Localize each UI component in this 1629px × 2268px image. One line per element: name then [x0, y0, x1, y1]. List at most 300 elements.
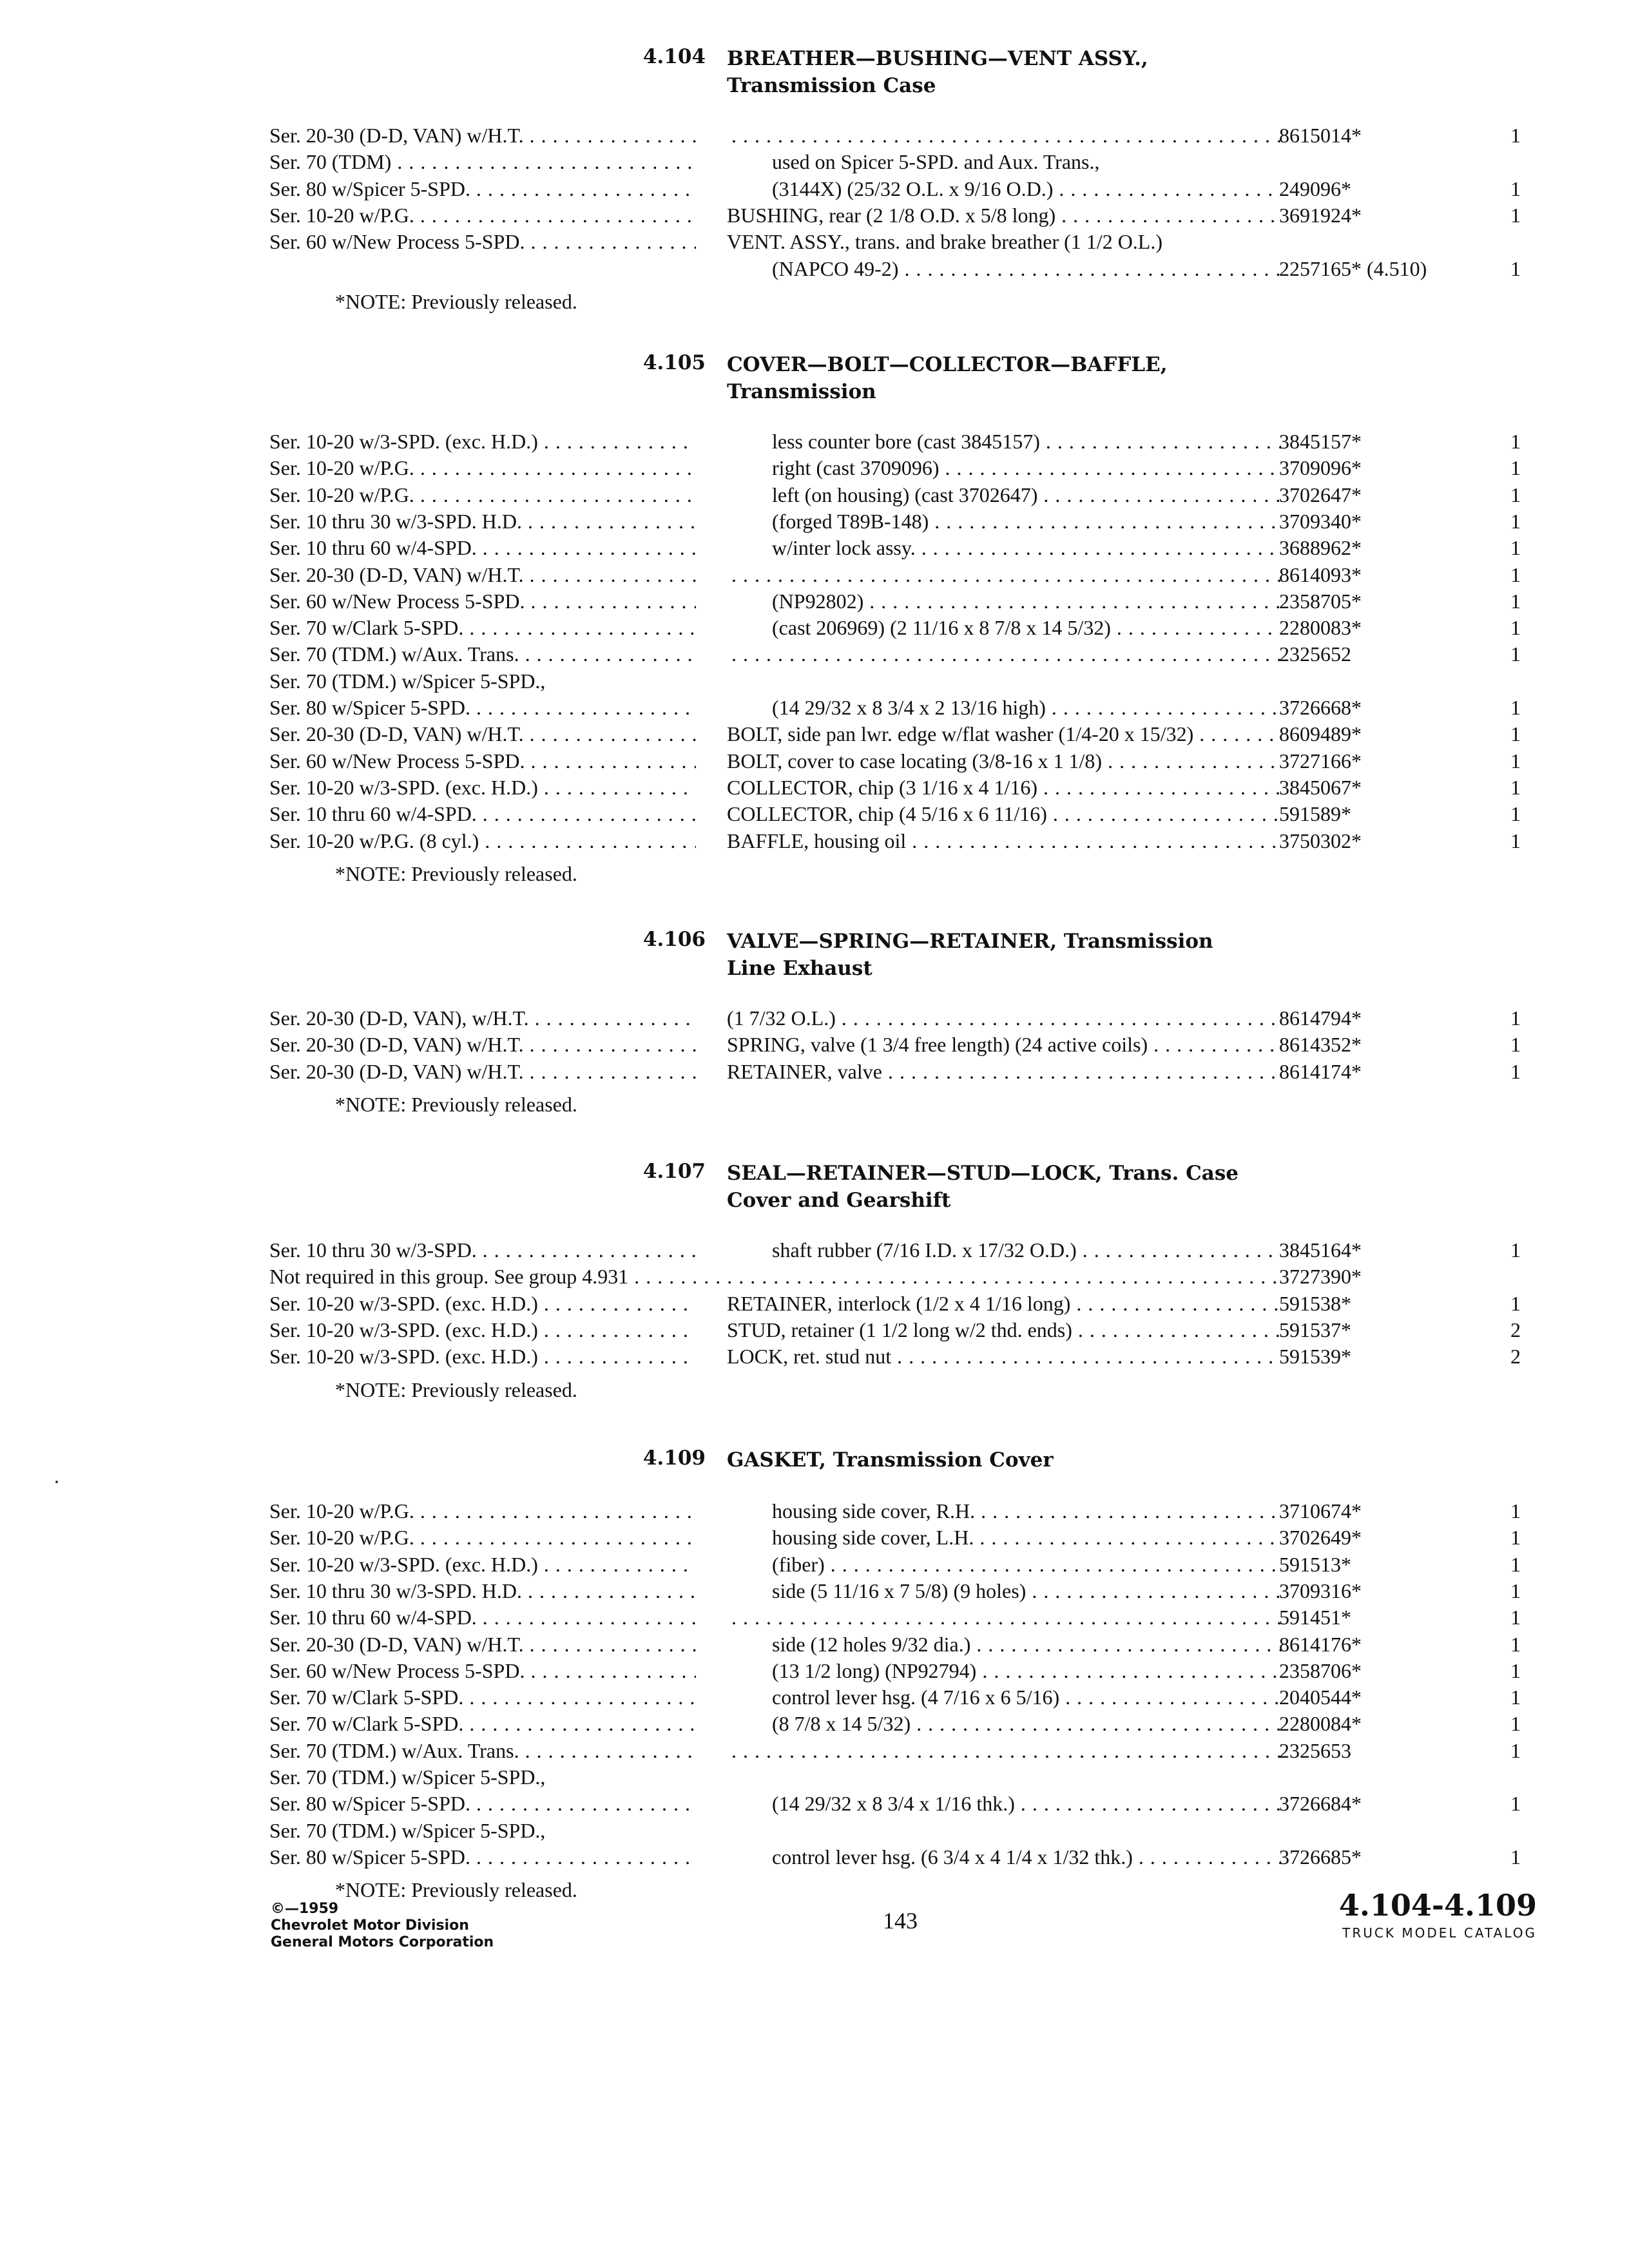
description-text: STUD, retainer (1 1/2 long w/2 thd. ends) — [727, 1318, 1072, 1341]
description-text: (8 7/8 x 14 5/32) — [772, 1712, 911, 1736]
application-cell — [269, 482, 696, 508]
quantity: 1 — [1510, 749, 1521, 773]
application-cell — [269, 721, 696, 747]
description-text: LOCK, ret. stud nut — [727, 1345, 892, 1369]
description-text: BOLT, side pan lwr. edge w/flat washer (1/4-20 x 15/32) — [727, 722, 1194, 746]
application-text: Ser. 10 thru 30 w/3-SPD. H.D. — [269, 509, 523, 533]
quantity: 1 — [1510, 456, 1521, 480]
description-text: (3144X) (25/32 O.L. x 9/16 O.D.) — [772, 177, 1054, 200]
application-text: Ser. 20-30 (D-D, VAN) w/H.T. — [269, 1059, 524, 1083]
quantity: 1 — [1510, 722, 1521, 746]
description-text: used on Spicer 5-SPD. and Aux. Trans., — [772, 150, 1100, 174]
application-text: Ser. 60 w/New Process 5-SPD. — [269, 589, 525, 613]
description-text: control lever hsg. (6 3/4 x 4 1/4 x 1/32 thk.) — [772, 1845, 1133, 1869]
part-row — [0, 1524, 1629, 1551]
description-text: w/inter lock assy. — [772, 536, 916, 560]
application-cell — [269, 1524, 696, 1551]
quantity: 2 — [1510, 1318, 1521, 1341]
application-text: Ser. 10-20 w/P.G. — [269, 456, 414, 480]
part-row — [0, 695, 1629, 721]
description-cell — [772, 256, 1281, 282]
group-title-line: Line Exhaust — [727, 957, 872, 980]
description-cell — [727, 1032, 1281, 1058]
part-row — [0, 1711, 1629, 1737]
scan-speck — [55, 1481, 58, 1483]
previously-released-note: *NOTE: Previously released. — [335, 861, 577, 885]
application-cell — [269, 1738, 696, 1764]
part-number: 591589* — [1279, 802, 1351, 826]
part-row — [0, 588, 1629, 615]
corporation: General Motors Corporation — [271, 1934, 494, 1950]
description-cell — [727, 202, 1281, 229]
description-text: (14 29/32 x 8 3/4 x 2 13/16 high) — [772, 696, 1046, 719]
application-text: Ser. 10-20 w/3-SPD. (exc. H.D.) — [269, 1345, 538, 1369]
quantity: 1 — [1510, 124, 1521, 147]
part-row — [0, 641, 1629, 668]
description-cell — [772, 1631, 1281, 1658]
quantity: 1 — [1510, 1238, 1521, 1262]
application-text: Ser. 80 w/Spicer 5-SPD. — [269, 1845, 470, 1869]
part-row — [0, 801, 1629, 827]
part-row — [0, 615, 1629, 641]
application-cell — [269, 535, 696, 561]
description-text: side (12 holes 9/32 dia.) — [772, 1632, 971, 1656]
part-number: 3726684* — [1279, 1792, 1362, 1816]
part-row — [0, 1684, 1629, 1711]
description-cell — [772, 149, 1281, 175]
description-cell — [772, 482, 1281, 508]
application-cell — [269, 229, 696, 255]
quantity: 1 — [1510, 483, 1521, 506]
part-number: 249096* — [1279, 177, 1351, 200]
description-cell — [772, 1552, 1281, 1578]
description-text: left (on housing) (cast 3702647) — [772, 483, 1038, 506]
part-row — [0, 428, 1629, 455]
application-text: Ser. 70 w/Clark 5-SPD. — [269, 1712, 464, 1736]
part-number: 3727390* — [1279, 1265, 1362, 1289]
section-header — [0, 1446, 1629, 1504]
quantity: 1 — [1510, 802, 1521, 826]
quantity: 1 — [1510, 1658, 1521, 1682]
description-text: (NP92802) — [772, 589, 864, 613]
division: Chevrolet Motor Division — [271, 1917, 469, 1934]
application-text: Ser. 10-20 w/3-SPD. (exc. H.D.) — [269, 1291, 538, 1315]
application-cell — [269, 1237, 696, 1264]
part-number: 3709316* — [1279, 1579, 1362, 1602]
part-number: 3709340* — [1279, 509, 1362, 533]
description-cell — [772, 588, 1281, 615]
part-number: 8609489* — [1279, 722, 1362, 746]
part-row — [0, 668, 1629, 695]
description-cell — [772, 428, 1281, 455]
application-cell — [269, 641, 696, 668]
description-cell — [727, 774, 1281, 801]
group-title — [727, 1160, 1371, 1214]
description-cell — [772, 455, 1281, 481]
group-title — [727, 1446, 1371, 1474]
part-row — [0, 508, 1629, 535]
part-row — [0, 1604, 1629, 1631]
application-cell — [269, 122, 696, 149]
quantity: 1 — [1510, 536, 1521, 560]
application-text: Ser. 10-20 w/P.G. — [269, 483, 414, 506]
description-text: (NAPCO 49-2) — [772, 256, 899, 280]
group-title-line: BREATHER—BUSHING—VENT ASSY., — [727, 47, 1148, 70]
description-text: BUSHING, rear (2 1/8 O.D. x 5/8 long) — [727, 203, 1056, 227]
quantity: 1 — [1510, 1291, 1521, 1315]
description-cell — [772, 1578, 1281, 1604]
part-row — [0, 482, 1629, 508]
application-text: Ser. 70 (TDM) — [269, 150, 392, 174]
quantity: 1 — [1510, 509, 1521, 533]
application-text: Ser. 20-30 (D-D, VAN), w/H.T. — [269, 1006, 529, 1030]
description-text: (14 29/32 x 8 3/4 x 1/16 thk.) — [772, 1792, 1015, 1816]
description-text: (forged T89B-148) — [772, 509, 929, 533]
application-text: Ser. 10-20 w/P.G. (8 cyl.) — [269, 829, 479, 852]
section-header — [0, 351, 1629, 409]
part-number: 3710674* — [1279, 1499, 1362, 1523]
description-text: less counter bore (cast 3845157) — [772, 430, 1040, 453]
part-row — [0, 828, 1629, 854]
application-text: Ser. 70 (TDM.) w/Aux. Trans. — [269, 1738, 519, 1762]
application-cell — [269, 695, 696, 721]
description-text: RETAINER, interlock (1/2 x 4 1/16 long) — [727, 1291, 1071, 1315]
description-cell — [731, 1738, 1286, 1764]
application-cell — [269, 1498, 696, 1524]
application-cell — [269, 774, 696, 801]
part-row — [0, 774, 1629, 801]
part-number: 8614174* — [1279, 1059, 1362, 1083]
group-title-line: COVER—BOLT—COLLECTOR—BAFFLE, — [727, 353, 1168, 376]
part-row — [0, 1631, 1629, 1658]
application-text: Ser. 10-20 w/P.G. — [269, 1526, 414, 1550]
description-cell — [772, 176, 1281, 202]
description-text: right (cast 3709096) — [772, 456, 940, 480]
part-number: 8615014* — [1279, 124, 1362, 147]
quantity: 1 — [1510, 696, 1521, 719]
quantity: 1 — [1510, 1686, 1521, 1709]
description-cell — [731, 641, 1286, 668]
previously-released-note: *NOTE: Previously released. — [335, 1092, 577, 1116]
part-number: 591538* — [1279, 1291, 1351, 1315]
part-number: 2280084* — [1279, 1712, 1362, 1736]
application-text: Ser. 20-30 (D-D, VAN) w/H.T. — [269, 124, 524, 147]
quantity: 1 — [1510, 1033, 1521, 1057]
part-number: 3845067* — [1279, 775, 1362, 799]
application-text: Ser. 60 w/New Process 5-SPD. — [269, 749, 525, 773]
description-cell — [772, 1658, 1281, 1684]
part-row — [0, 1578, 1629, 1604]
description-cell — [772, 508, 1281, 535]
part-number: 3845164* — [1279, 1238, 1362, 1262]
part-row — [0, 1291, 1629, 1317]
application-cell — [269, 668, 696, 695]
part-number: 2280083* — [1279, 616, 1362, 640]
description-cell — [772, 1684, 1281, 1711]
group-title-line: SEAL—RETAINER—STUD—LOCK, Trans. Case — [727, 1162, 1239, 1185]
application-text: Ser. 70 (TDM.) w/Spicer 5-SPD., — [269, 1818, 546, 1842]
part-row — [0, 1317, 1629, 1343]
quantity: 1 — [1510, 430, 1521, 453]
quantity: 1 — [1510, 829, 1521, 852]
application-text: Ser. 70 (TDM.) w/Spicer 5-SPD., — [269, 669, 546, 693]
application-cell — [269, 748, 696, 774]
description-text: side (5 11/16 x 7 5/8) (9 holes) — [772, 1579, 1027, 1602]
description-cell — [772, 1237, 1281, 1264]
application-cell — [269, 1264, 1278, 1290]
quantity: 1 — [1510, 1712, 1521, 1736]
part-row — [0, 721, 1629, 747]
part-row — [0, 1237, 1629, 1264]
group-title — [727, 928, 1371, 982]
part-number: 3750302* — [1279, 829, 1362, 852]
description-text: (cast 206969) (2 11/16 x 8 7/8 x 14 5/32) — [772, 616, 1111, 640]
application-text: Ser. 80 w/Spicer 5-SPD. — [269, 1792, 470, 1816]
description-cell — [731, 122, 1286, 149]
application-cell — [269, 1764, 696, 1791]
part-number: 3688962* — [1279, 536, 1362, 560]
application-text: Ser. 80 w/Spicer 5-SPD. — [269, 696, 470, 719]
description-cell — [772, 535, 1281, 561]
description-cell — [772, 1498, 1281, 1524]
group-title-line: Transmission Case — [727, 74, 936, 97]
application-text: Ser. 10-20 w/P.G. — [269, 203, 414, 227]
part-number: 591513* — [1279, 1552, 1351, 1576]
quantity: 1 — [1510, 562, 1521, 586]
part-number: 2325652 — [1279, 642, 1351, 666]
group-title-line: GASKET, Transmission Cover — [727, 1448, 1054, 1472]
application-cell — [269, 1818, 696, 1844]
application-cell — [269, 455, 696, 481]
description-cell — [731, 1604, 1286, 1631]
application-cell — [269, 801, 696, 827]
description-cell — [731, 562, 1286, 588]
application-text: Ser. 10-20 w/P.G. — [269, 1499, 414, 1523]
part-number: 8614794* — [1279, 1006, 1362, 1030]
group-number: 4.106 — [642, 928, 706, 951]
part-number: 2040544* — [1279, 1686, 1362, 1709]
quantity: 1 — [1510, 1845, 1521, 1869]
description-cell — [727, 1343, 1281, 1370]
description-cell — [727, 721, 1281, 747]
quantity: 1 — [1510, 616, 1521, 640]
previously-released-note: *NOTE: Previously released. — [335, 289, 577, 313]
application-cell — [269, 1291, 696, 1317]
application-cell — [269, 1711, 696, 1737]
part-number: 3726685* — [1279, 1845, 1362, 1869]
description-text: COLLECTOR, chip (3 1/16 x 4 1/16) — [727, 775, 1038, 799]
part-row — [0, 1791, 1629, 1817]
publisher-block — [271, 1901, 494, 1951]
quantity: 1 — [1510, 1632, 1521, 1656]
description-text: control lever hsg. (4 7/16 x 6 5/16) — [772, 1686, 1060, 1709]
part-row — [0, 1658, 1629, 1684]
description-cell — [772, 695, 1281, 721]
application-cell — [269, 176, 696, 202]
application-text: Not required in this group. See group 4.931 — [269, 1265, 629, 1289]
part-row — [0, 1844, 1629, 1870]
application-text: Ser. 10 thru 30 w/3-SPD. H.D. — [269, 1579, 523, 1602]
description-text: shaft rubber (7/16 I.D. x 17/32 O.D.) — [772, 1238, 1077, 1262]
previously-released-note: *NOTE: Previously released. — [335, 1878, 577, 1902]
application-text: Ser. 20-30 (D-D, VAN) w/H.T. — [269, 1632, 524, 1656]
application-cell — [269, 588, 696, 615]
page-range-block — [1339, 1888, 1537, 1941]
description-cell — [727, 748, 1281, 774]
quantity: 1 — [1510, 1579, 1521, 1602]
description-text: housing side cover, R.H. — [772, 1499, 976, 1523]
section-header — [0, 1160, 1629, 1218]
description-cell — [727, 1059, 1281, 1085]
part-number: 8614352* — [1279, 1033, 1362, 1057]
quantity: 1 — [1510, 1499, 1521, 1523]
quantity: 1 — [1510, 177, 1521, 200]
application-cell — [269, 1059, 696, 1085]
application-text: Ser. 20-30 (D-D, VAN) w/H.T. — [269, 722, 524, 746]
part-number: 8614176* — [1279, 1632, 1362, 1656]
application-text: Ser. 70 (TDM.) w/Aux. Trans. — [269, 642, 519, 666]
part-row — [0, 256, 1629, 282]
application-cell — [269, 1631, 696, 1658]
quantity: 1 — [1510, 1059, 1521, 1083]
part-row — [0, 176, 1629, 202]
group-title-line: Cover and Gearshift — [727, 1189, 951, 1212]
description-cell — [772, 1524, 1281, 1551]
application-cell — [269, 615, 696, 641]
part-row — [0, 535, 1629, 561]
quantity: 1 — [1510, 1606, 1521, 1629]
description-cell — [772, 615, 1281, 641]
part-row — [0, 1005, 1629, 1032]
part-number: 3709096* — [1279, 456, 1362, 480]
application-text: Ser. 10 thru 60 w/4-SPD. — [269, 536, 477, 560]
application-cell — [269, 428, 696, 455]
application-cell — [269, 1552, 696, 1578]
application-text: Ser. 80 w/Spicer 5-SPD. — [269, 177, 470, 200]
quantity: 1 — [1510, 1552, 1521, 1576]
catalog-name: TRUCK MODEL CATALOG — [1342, 1925, 1537, 1941]
quantity: 1 — [1510, 775, 1521, 799]
application-cell — [269, 1343, 696, 1370]
application-cell — [269, 1032, 696, 1058]
application-text: Ser. 10-20 w/3-SPD. (exc. H.D.) — [269, 1552, 538, 1576]
application-cell — [269, 1658, 696, 1684]
part-number: 3702647* — [1279, 483, 1362, 506]
application-text: Ser. 10-20 w/3-SPD. (exc. H.D.) — [269, 430, 538, 453]
description-text: VENT. ASSY., trans. and brake breather (1 1/2 O.L.) — [727, 230, 1162, 254]
application-cell — [269, 562, 696, 588]
group-range: 4.104-4.109 — [1338, 1888, 1537, 1923]
description-cell — [727, 1005, 1281, 1032]
application-text: Ser. 10 thru 30 w/3-SPD. — [269, 1238, 477, 1262]
application-text: Ser. 20-30 (D-D, VAN) w/H.T. — [269, 562, 524, 586]
application-cell — [269, 1005, 696, 1032]
part-row — [0, 748, 1629, 774]
description-cell — [727, 801, 1281, 827]
description-cell — [727, 1291, 1281, 1317]
part-number: 3727166* — [1279, 749, 1362, 773]
part-number: 591451* — [1279, 1606, 1351, 1629]
part-row — [0, 1059, 1629, 1085]
part-row — [0, 1264, 1629, 1290]
description-text: (1 7/32 O.L.) — [727, 1006, 836, 1030]
part-row — [0, 122, 1629, 149]
description-cell — [727, 1317, 1281, 1343]
part-row — [0, 149, 1629, 175]
part-number: 3845157* — [1279, 430, 1362, 453]
part-row — [0, 1764, 1629, 1791]
part-row — [0, 229, 1629, 255]
application-text: Ser. 70 (TDM.) w/Spicer 5-SPD., — [269, 1765, 546, 1789]
application-text: Ser. 10 thru 60 w/4-SPD. — [269, 1606, 477, 1629]
group-number: 4.109 — [642, 1446, 706, 1470]
part-row — [0, 455, 1629, 481]
application-text: Ser. 70 w/Clark 5-SPD. — [269, 1686, 464, 1709]
part-row — [0, 1032, 1629, 1058]
application-cell — [269, 1844, 696, 1870]
quantity: 1 — [1510, 1738, 1521, 1762]
description-text: (fiber) — [772, 1552, 825, 1576]
part-number: 2257165* (4.510) — [1279, 256, 1427, 280]
group-title — [727, 351, 1371, 405]
part-row — [0, 1498, 1629, 1524]
part-number: 2358705* — [1279, 589, 1362, 613]
part-row — [0, 1343, 1629, 1370]
quantity: 1 — [1510, 1526, 1521, 1550]
quantity: 1 — [1510, 1006, 1521, 1030]
description-cell — [727, 828, 1281, 854]
part-number: 2358706* — [1279, 1658, 1362, 1682]
part-row — [0, 1818, 1629, 1844]
part-number: 591537* — [1279, 1318, 1351, 1341]
part-number: 3702649* — [1279, 1526, 1362, 1550]
page-number: 143 — [883, 1908, 918, 1934]
part-number: 8614093* — [1279, 562, 1362, 586]
description-text: (13 1/2 long) (NP92794) — [772, 1658, 977, 1682]
part-number: 3726668* — [1279, 696, 1362, 719]
part-row — [0, 562, 1629, 588]
application-cell — [269, 1317, 696, 1343]
part-number: 3691924* — [1279, 203, 1362, 227]
application-cell — [269, 828, 696, 854]
application-text: Ser. 10-20 w/3-SPD. (exc. H.D.) — [269, 775, 538, 799]
section-header — [0, 45, 1629, 103]
quantity: 1 — [1510, 589, 1521, 613]
part-row — [0, 202, 1629, 229]
part-row — [0, 1738, 1629, 1764]
application-cell — [269, 149, 696, 175]
group-number: 4.104 — [642, 45, 706, 68]
application-cell — [269, 202, 696, 229]
quantity: 1 — [1510, 1792, 1521, 1816]
quantity: 1 — [1510, 256, 1521, 280]
previously-released-note: *NOTE: Previously released. — [335, 1378, 577, 1401]
group-title-line: Transmission — [727, 380, 876, 403]
description-cell — [727, 229, 1281, 255]
application-text: Ser. 60 w/New Process 5-SPD. — [269, 230, 525, 254]
application-text: Ser. 10 thru 60 w/4-SPD. — [269, 802, 477, 826]
description-text: SPRING, valve (1 3/4 free length) (24 active coils) — [727, 1033, 1148, 1057]
application-cell — [269, 1791, 696, 1817]
part-number: 591539* — [1279, 1345, 1351, 1369]
description-cell — [772, 1844, 1281, 1870]
description-text: housing side cover, L.H. — [772, 1526, 974, 1550]
description-text: COLLECTOR, chip (4 5/16 x 6 11/16) — [727, 802, 1047, 826]
description-text: RETAINER, valve — [727, 1059, 882, 1083]
quantity: 2 — [1510, 1345, 1521, 1369]
group-number: 4.107 — [642, 1160, 706, 1183]
application-text: Ser. 20-30 (D-D, VAN) w/H.T. — [269, 1033, 524, 1057]
